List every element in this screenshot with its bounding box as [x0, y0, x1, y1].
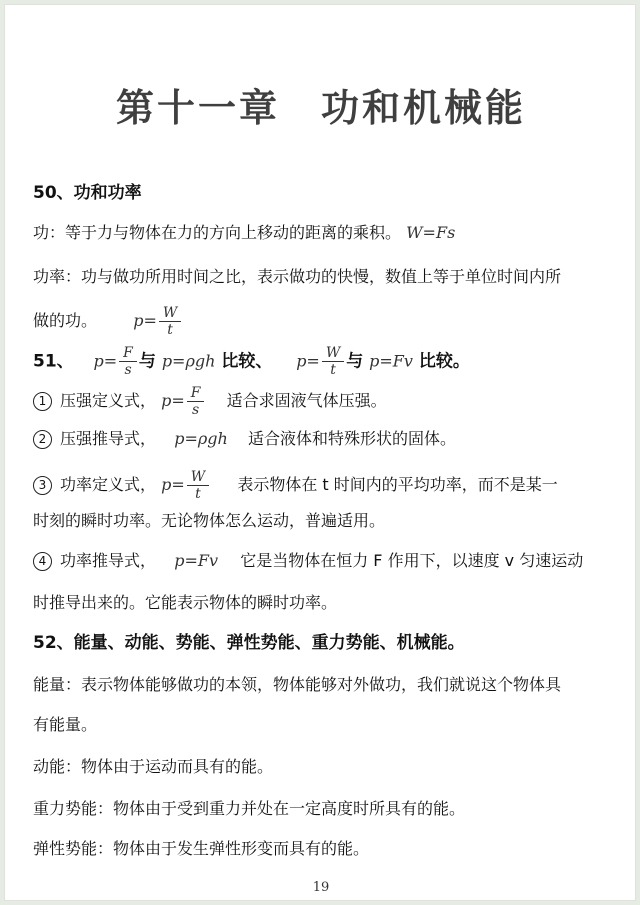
elastic-potential-definition: 弹性势能：物体由于发生弹性形变而具有的能。: [33, 839, 370, 858]
item-description-continued: 时刻的瞬时功率。无论物体怎么运动，普遍适用。: [33, 511, 386, 530]
section-52-heading: 52、能量、动能、势能、弹性势能、重力势能、机械能。: [33, 633, 465, 653]
item-label: 压强推导式，: [60, 429, 157, 448]
item-description: 表示物体在 t 时间内的平均功率，而不是某一: [237, 475, 558, 494]
list-item: [33, 551, 583, 571]
energy-definition-line-1: 能量：表示物体能够做功的本领，物体能够对外做功，我们就说这个物体具: [33, 675, 562, 694]
and-text-2: 与: [346, 351, 364, 372]
fraction-numerator: W: [322, 345, 344, 362]
formula-3-fraction: [322, 345, 344, 378]
item-formula-fraction: [187, 385, 205, 418]
formula-1-fraction: [119, 345, 137, 378]
chapter-title: 第十一章 功和机械能: [115, 86, 526, 130]
item-formula: p=Fv: [174, 551, 218, 570]
item-description: 它是当物体在恒力 F 作用下，以速度 v 匀速运动: [240, 551, 584, 570]
item-marker: 3: [33, 476, 52, 495]
power-formula-fraction: [159, 305, 181, 338]
item-label: 压强定义式，: [60, 391, 157, 410]
section-50-heading: 50、功和功率: [33, 183, 142, 203]
compare-text-2: 比较。: [418, 351, 470, 372]
item-marker: 2: [33, 430, 52, 449]
item-marker: 1: [33, 392, 52, 411]
fraction-denominator: s: [124, 362, 132, 378]
formula-2: p=ρgh: [161, 351, 216, 371]
fraction-numerator: F: [119, 345, 137, 362]
power-formula-lhs: p=: [133, 311, 157, 330]
energy-definition-line-2: 有能量。: [33, 715, 98, 734]
fraction-denominator: t: [195, 486, 201, 502]
item-label: 功率推导式，: [60, 551, 157, 570]
fraction-denominator: t: [167, 322, 173, 338]
document-page: [4, 4, 636, 901]
item-marker: 4: [33, 552, 52, 571]
item-label: 功率定义式，: [60, 475, 157, 494]
fraction-denominator: s: [192, 402, 200, 418]
fraction-numerator: W: [187, 469, 209, 486]
item-formula-lhs: p=: [161, 391, 185, 410]
kinetic-energy-definition: 动能：物体由于运动而具有的能。: [33, 757, 274, 776]
item-formula-fraction: [187, 469, 209, 502]
power-definition-text: 做的功。: [33, 311, 98, 330]
item-formula: p=ρgh: [174, 429, 228, 448]
list-item: [33, 385, 387, 418]
item-description: 适合求固液气体压强。: [226, 391, 387, 410]
formula-3-lhs: p=: [296, 351, 320, 371]
power-definition-line-2: [33, 305, 183, 338]
item-description-continued: 时推导出来的。它能表示物体的瞬时功率。: [33, 593, 338, 612]
power-definition-line-1: 功率：功与做功所用时间之比，表示做功的快慢，数值上等于单位时间内所: [33, 267, 562, 286]
gravitational-potential-definition: 重力势能：物体由于受到重力并处在一定高度时所具有的能。: [33, 799, 466, 818]
item-description: 适合液体和特殊形状的固体。: [248, 429, 457, 448]
fraction-numerator: F: [187, 385, 205, 402]
section-51-number: 51、: [33, 351, 74, 372]
page-number: 19: [312, 880, 330, 895]
section-51-heading: [33, 345, 470, 378]
formula-1-lhs: p=: [93, 351, 118, 371]
work-definition: [33, 223, 455, 243]
list-item: [33, 429, 456, 449]
fraction-denominator: t: [330, 362, 336, 378]
compare-text-1: 比较、: [221, 351, 273, 372]
fraction-numerator: W: [159, 305, 181, 322]
list-item: [33, 469, 558, 502]
work-definition-text: 功：等于力与物体在力的方向上移动的距离的乘积。: [33, 223, 402, 242]
and-text-1: 与: [138, 351, 156, 372]
work-formula: W=Fs: [406, 223, 456, 242]
item-formula-lhs: p=: [161, 475, 185, 494]
formula-4: p=Fv: [369, 351, 413, 371]
